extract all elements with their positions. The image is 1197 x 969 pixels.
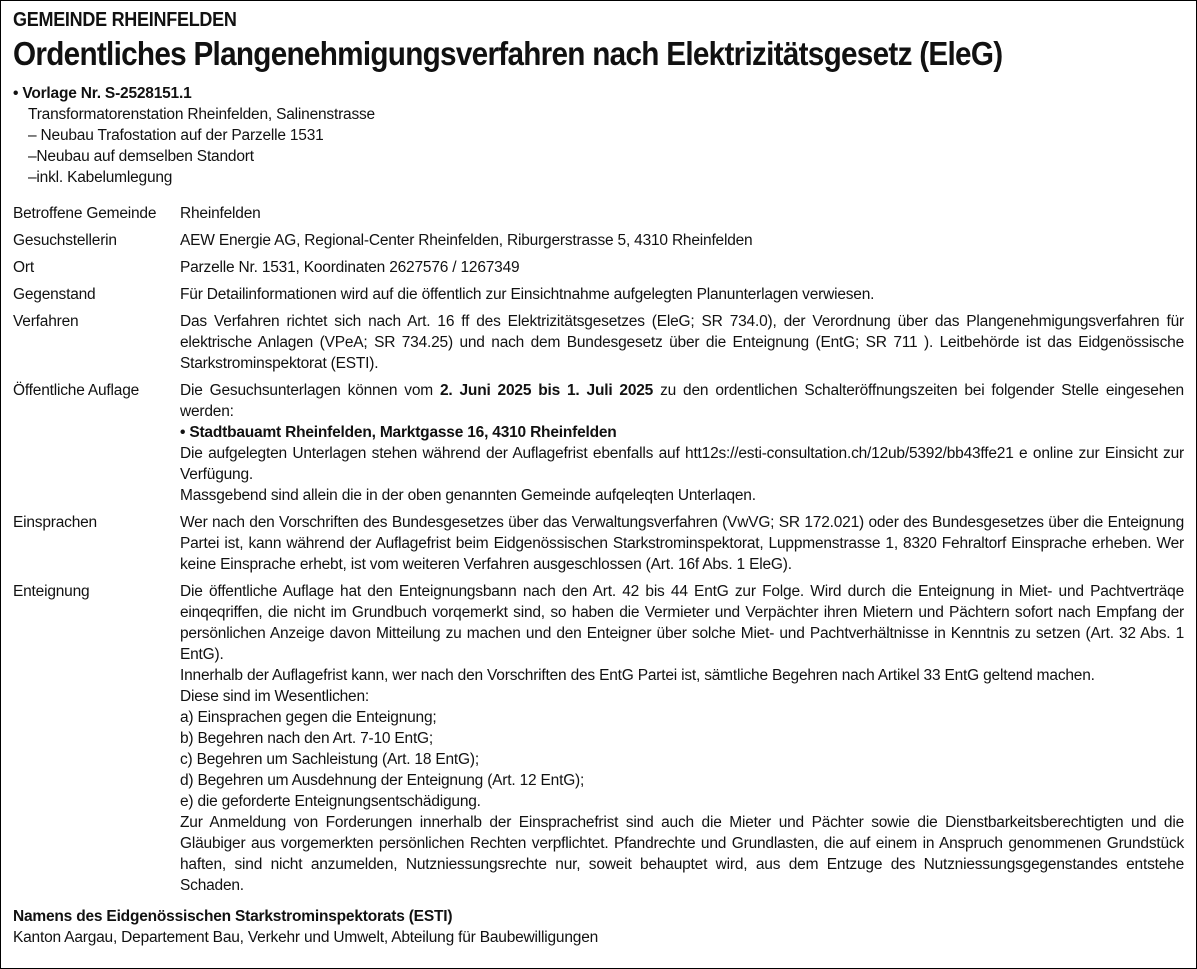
row-value: Für Detailinformationen wird auf die öffentlich zur Einsichtnahme aufgelegten Planunterlagen verwiesen. (180, 286, 875, 303)
proposal-line: Transformatorenstation Rheinfelden, Salinenstrasse (28, 106, 375, 123)
row-oeffentliche-auflage (13, 380, 1184, 506)
proposal-line: –inkl. Kabelumlegung (28, 169, 173, 186)
proposal-line: –Neubau auf demselben Standort (28, 148, 254, 165)
row-value: Wer nach den Vorschriften des Bundesgesetzes über das Verwaltungsverfahren (VwVG; SR 172.021) oder des Bundesgesetzes über die Enteignung Partei ist, kann während der Auflagefrist beim Eidgenössischen Starkstrominspektorat, Luppmenstrasse 1, 8320 Fehraltorf Einsprache erheben. Wer keine Einsprache erhebt, ist vom weiteren Verfahren ausgeschlossen (Art. 16f Abs. 1 EleG). (180, 514, 1184, 573)
row-gegenstand (13, 284, 1184, 305)
notice-title: Ordentliches Plangenehmigungsverfahren nach Elektrizitätsgesetz (EleG) (13, 35, 1003, 72)
department-name: Kanton Aargau, Departement Bau, Verkehr und Umwelt, Abteilung für Baubewilligungen (13, 929, 599, 946)
auflage-online: Die aufgelegten Unterlagen stehen während der Auflagefrist ebenfalls auf htt12s://esti-consultation.ch/12ub/5392/bb43ffe21 e online zur Einsicht zur Verfügung. (180, 445, 1184, 483)
auflage-intro-text: Die Gesuchsunterlagen können vom (180, 382, 440, 399)
municipality-heading: GEMEINDE RHEINFELDEN (13, 9, 237, 31)
auflage-intro-text: zu den ordentlichen Schalteröffnungszeiten bei folgender Stelle eingesehen werden: (180, 382, 1184, 420)
enteignung-list-item: c) Begehren um Sachleistung (Art. 18 EntG); (180, 751, 479, 768)
enteignung-list-item: b) Begehren nach den Art. 7-10 EntG; (180, 730, 434, 747)
row-label: Ort (13, 259, 34, 276)
enteignung-list-item: d) Begehren um Ausdehnung der Enteignung (Art. 12 EntG); (180, 772, 585, 789)
row-label: Verfahren (13, 313, 79, 330)
auflage-dates: 2. Juni 2025 bis 1. Juli 2025 (439, 382, 654, 399)
details-table (13, 203, 1184, 896)
row-label: Enteignung (13, 583, 90, 600)
row-ort (13, 257, 1184, 278)
enteignung-paragraph: Innerhalb der Auflagefrist kann, wer nach den Vorschriften des EntG Partei ist, sämtliche Begehren nach Artikel 33 EntG geltend machen. (180, 667, 1095, 684)
authority-name: Namens des Eidgenössischen Starkstrominspektorats (ESTI) (13, 908, 453, 925)
row-gemeinde (13, 203, 1184, 224)
proposal-line: – Neubau Trafostation auf der Parzelle 1531 (28, 127, 324, 144)
auflage-intro (180, 380, 1184, 422)
row-value (180, 380, 1184, 506)
enteignung-paragraph: Zur Anmeldung von Forderungen innerhalb der Einsprachefrist sind auch die Mieter und Pächter sowie die Dienstbarkeitsberechtigten und die Gläubiger aus vorgemerkten persönlichen Rechten verpflichtet. Pfandrechte und Grundlasten, die auf einem in Anspruch genommenen Grundstück haften, sind nicht anzumelden, Nutzniessungsrechte nur, soweit behauptet wird, aus dem Entzuge des Nutzniessungsgegenstandes entstehe Schaden. (180, 814, 1184, 894)
row-label: Einsprachen (13, 514, 97, 531)
proposal-block (13, 83, 1184, 188)
row-label: Betroffene Gemeinde (13, 205, 157, 222)
row-label: Gesuchstellerin (13, 232, 117, 249)
signature-block (13, 906, 1184, 948)
row-einsprachen (13, 512, 1184, 575)
row-value (180, 581, 1184, 896)
row-gesuchstellerin (13, 230, 1184, 251)
row-label: Öffentliche Auflage (13, 382, 140, 399)
row-value: Das Verfahren richtet sich nach Art. 16 ff des Elektrizitätsgesetzes (EleG; SR 734.0), der Verordnung über das Plangenehmigungsverfahren für elektrische Anlagen (VPeA; SR 734.25) und nach dem Bundesgesetz über die Enteignung (EntG; SR 711 ). Leitbehörde ist das Eidgenössische Starkstrominspektorat (ESTI). (180, 313, 1184, 372)
row-label: Gegenstand (13, 286, 96, 303)
enteignung-paragraph: Die öffentliche Auflage hat den Enteignungsbann nach den Art. 42 bis 44 EntG zur Folge. Wird durch die Enteignung in Miet- und Pachtverträqe einqeqriffen, die nicht im Grundbuch vorqemerkt sind, so haben die Vermieter und Verpächter ihren Mietern und Pächtern sofort nach Empfang der persönlichen Anzeige davon Mitteilung zu machen und den Enteigner über solche Miet- und Pachtverhältnisse in Kenntnis zu setzen (Art. 32 Abs. 1 EntG). (180, 583, 1184, 663)
enteignung-list-item: e) die geforderte Enteignungsentschädigung. (180, 793, 481, 810)
auflage-binding: Massgebend sind allein die in der oben genannten Gemeinde aufqeleqten Unterlaqen. (180, 487, 756, 504)
row-value: Parzelle Nr. 1531, Koordinaten 2627576 / 1267349 (180, 259, 520, 276)
proposal-number: • Vorlage Nr. S-2528151.1 (13, 85, 192, 102)
enteignung-paragraph: Diese sind im Wesentlichen: (180, 688, 370, 705)
auflage-location: • Stadtbauamt Rheinfelden, Marktgasse 16, 4310 Rheinfelden (180, 424, 617, 441)
row-verfahren (13, 311, 1184, 374)
row-value: AEW Energie AG, Regional-Center Rheinfelden, Riburgerstrasse 5, 4310 Rheinfelden (180, 232, 753, 249)
enteignung-list-item: a) Einsprachen gegen die Enteignung; (180, 709, 437, 726)
row-enteignung (13, 581, 1184, 896)
row-value: Rheinfelden (180, 205, 261, 222)
